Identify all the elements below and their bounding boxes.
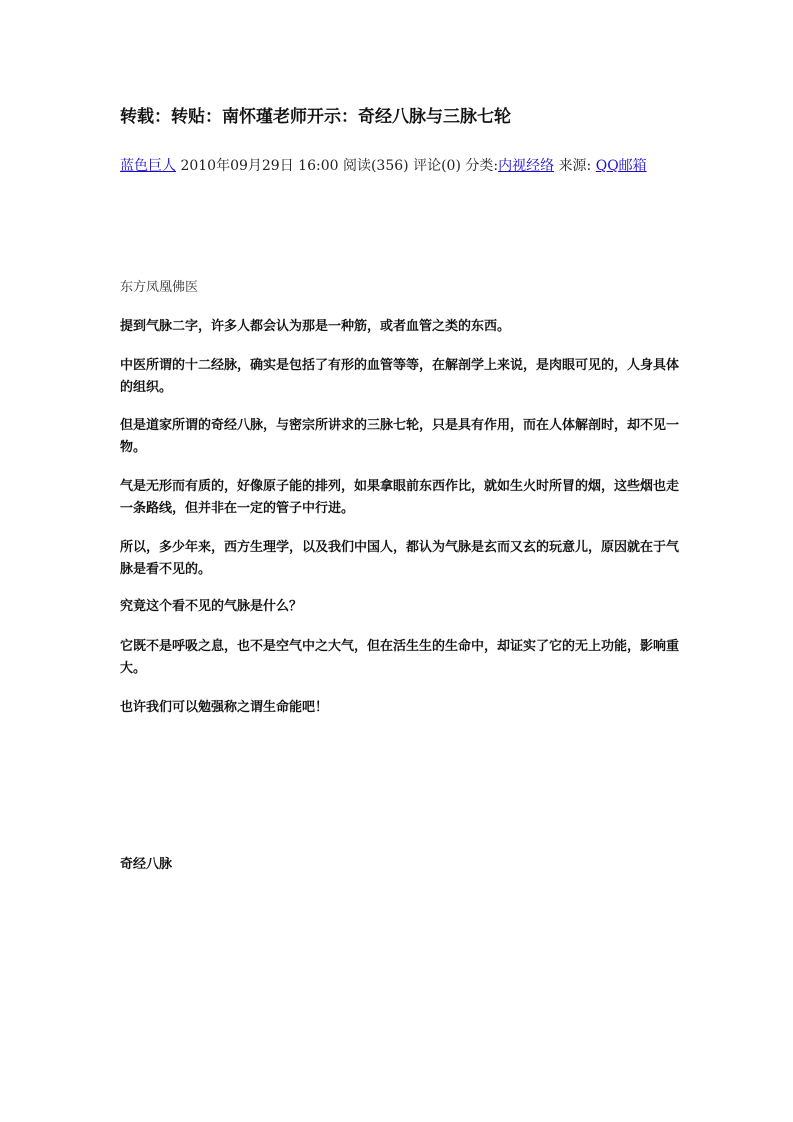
body-paragraph: 所以，多少年来，西方生理学，以及我们中国人，都认为气脉是玄而又玄的玩意儿，原因就在于气脉是看不见的。 — [120, 540, 680, 577]
body-paragraph: 中医所谓的十二经脉，确实是包括了有形的血管等等，在解剖学上来说，是肉眼可见的，人身具体的组织。 — [120, 358, 680, 395]
section-heading: 奇经八脉 — [120, 857, 173, 872]
source-label: 来源: — [558, 158, 592, 174]
article-meta — [120, 155, 680, 177]
body-paragraph: 气是无形而有质的，好像原子能的排列，如果拿眼前东西作比，就如生火时所冒的烟，这些烟也走一条路线，但并非在一定的管子中行进。 — [120, 479, 680, 516]
category-label: 分类: — [465, 158, 499, 174]
author-link[interactable]: 蓝色巨人 — [120, 158, 176, 174]
body-paragraph: 提到气脉二字，许多人都会认为那是一种筋，或者血管之类的东西。 — [120, 319, 511, 334]
article-origin: 东方凤凰佛医 — [120, 280, 199, 295]
category-link[interactable]: 内视经络 — [498, 158, 555, 174]
source-link[interactable]: QQ邮箱 — [595, 158, 647, 174]
article-title: 转载：转贴：南怀瑾老师开示：奇经八脉与三脉七轮 — [120, 107, 511, 127]
comment-count: 评论(0) — [413, 158, 461, 174]
body-paragraph: 究竟这个看不见的气脉是什么？ — [120, 599, 303, 614]
post-datetime: 2010年09月29日 16:00 — [180, 158, 339, 174]
body-paragraph: 但是道家所谓的奇经八脉，与密宗所讲求的三脉七轮，只是具有作用，而在人体解剖时，却不见一物。 — [120, 418, 680, 455]
read-count: 阅读(356) — [342, 158, 409, 174]
body-paragraph: 它既不是呼吸之息，也不是空气中之大气，但在活生生的生命中，却证实了它的无上功能，影响重大。 — [120, 639, 680, 676]
body-paragraph: 也许我们可以勉强称之谓生命能吧！ — [120, 700, 329, 715]
